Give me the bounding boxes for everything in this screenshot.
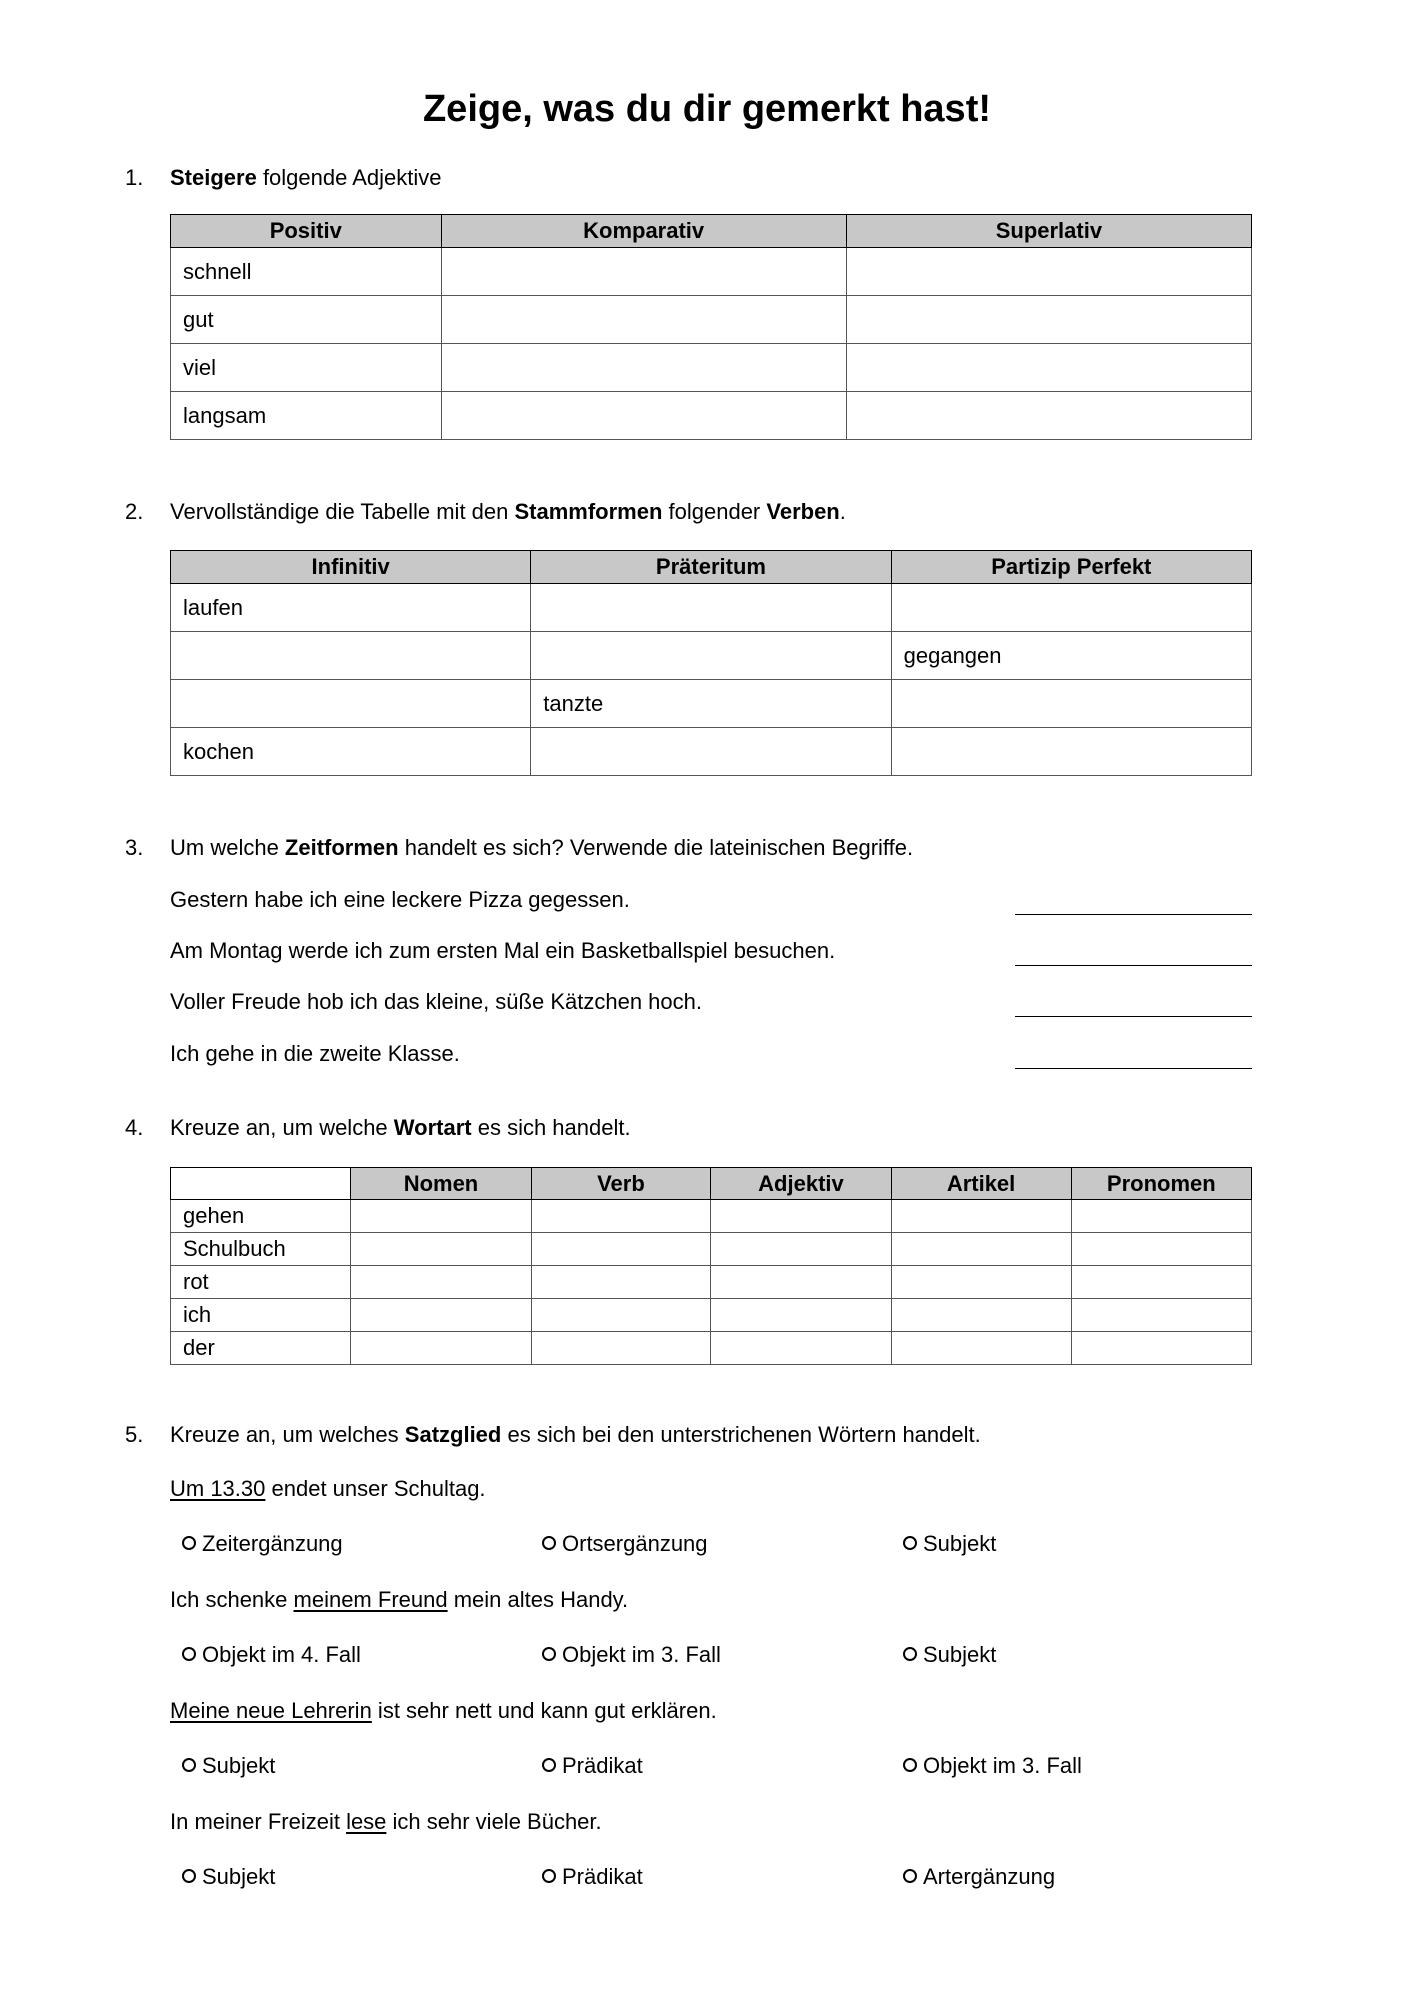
header-pronomen: Pronomen bbox=[1071, 1168, 1251, 1200]
question-number: 4. bbox=[125, 1115, 144, 1140]
satzglied-sentence: Ich schenke meinem Freund mein altes Handy. bbox=[170, 1587, 629, 1612]
radio-circle-icon[interactable] bbox=[182, 1647, 196, 1661]
answer-blank[interactable] bbox=[1015, 1044, 1252, 1069]
answer-cell[interactable] bbox=[891, 680, 1251, 728]
radio-circle-icon[interactable] bbox=[903, 1869, 917, 1883]
question-text: Kreuze an, um welches Satzglied es sich bei den unterstrichenen Wörtern handelt. bbox=[170, 1422, 981, 1447]
question-number: 1. bbox=[125, 165, 144, 190]
word-type-table bbox=[170, 1167, 1252, 1365]
checkbox-cell[interactable] bbox=[1071, 1299, 1251, 1332]
checkbox-cell[interactable] bbox=[531, 1266, 711, 1299]
table-cell: viel bbox=[171, 344, 442, 392]
radio-circle-icon[interactable] bbox=[542, 1536, 556, 1550]
header-artikel: Artikel bbox=[891, 1168, 1071, 1200]
option[interactable]: Ortsergänzung bbox=[542, 1530, 708, 1558]
table-cell: langsam bbox=[171, 392, 442, 440]
checkbox-cell[interactable] bbox=[531, 1233, 711, 1266]
checkbox-cell[interactable] bbox=[711, 1299, 891, 1332]
question-number: 5. bbox=[125, 1422, 144, 1447]
option[interactable]: Objekt im 3. Fall bbox=[903, 1752, 1082, 1780]
header-komparativ: Komparativ bbox=[441, 215, 846, 248]
answer-blank[interactable] bbox=[1015, 890, 1252, 915]
tense-sentence: Gestern habe ich eine leckere Pizza gegessen. bbox=[170, 887, 630, 912]
option[interactable]: Objekt im 3. Fall bbox=[542, 1641, 721, 1669]
radio-circle-icon[interactable] bbox=[542, 1758, 556, 1772]
checkbox-cell[interactable] bbox=[891, 1200, 1071, 1233]
checkbox-cell[interactable] bbox=[531, 1200, 711, 1233]
answer-cell[interactable] bbox=[891, 584, 1251, 632]
answer-cell[interactable] bbox=[531, 728, 891, 776]
radio-circle-icon[interactable] bbox=[542, 1647, 556, 1661]
checkbox-cell[interactable] bbox=[711, 1266, 891, 1299]
page-title: Zeige, was du dir gemerkt hast! bbox=[422, 88, 992, 130]
answer-blank[interactable] bbox=[1015, 992, 1252, 1017]
table-cell: ich bbox=[171, 1299, 351, 1332]
answer-cell[interactable] bbox=[441, 296, 846, 344]
option[interactable]: Prädikat bbox=[542, 1752, 643, 1780]
corner-cell bbox=[171, 1168, 351, 1200]
table-cell: der bbox=[171, 1332, 351, 1365]
comparison-table bbox=[170, 214, 1252, 440]
question-text: Kreuze an, um welche Wortart es sich handelt. bbox=[170, 1115, 631, 1140]
radio-circle-icon[interactable] bbox=[903, 1758, 917, 1772]
header-positiv: Positiv bbox=[171, 215, 442, 248]
radio-circle-icon[interactable] bbox=[182, 1869, 196, 1883]
checkbox-cell[interactable] bbox=[891, 1299, 1071, 1332]
header-superlativ: Superlativ bbox=[846, 215, 1251, 248]
answer-cell[interactable] bbox=[441, 344, 846, 392]
table-cell: gehen bbox=[171, 1200, 351, 1233]
checkbox-cell[interactable] bbox=[891, 1233, 1071, 1266]
option[interactable]: Subjekt bbox=[182, 1752, 275, 1780]
radio-circle-icon[interactable] bbox=[903, 1647, 917, 1661]
header-adjektiv: Adjektiv bbox=[711, 1168, 891, 1200]
option[interactable]: Zeitergänzung bbox=[182, 1530, 343, 1558]
radio-circle-icon[interactable] bbox=[182, 1758, 196, 1772]
option[interactable]: Subjekt bbox=[903, 1530, 996, 1558]
answer-cell[interactable] bbox=[846, 296, 1251, 344]
header-verb: Verb bbox=[531, 1168, 711, 1200]
checkbox-cell[interactable] bbox=[351, 1299, 531, 1332]
underlined-words: Meine neue Lehrerin bbox=[170, 1698, 372, 1723]
answer-cell[interactable] bbox=[171, 632, 531, 680]
checkbox-cell[interactable] bbox=[1071, 1233, 1251, 1266]
checkbox-cell[interactable] bbox=[351, 1233, 531, 1266]
checkbox-cell[interactable] bbox=[1071, 1332, 1251, 1365]
underlined-words: lese bbox=[346, 1809, 387, 1834]
tense-sentence: Am Montag werde ich zum ersten Mal ein Basketballspiel besuchen. bbox=[170, 938, 836, 963]
underlined-words: meinem Freund bbox=[293, 1587, 448, 1612]
answer-cell[interactable] bbox=[531, 584, 891, 632]
header-partizip: Partizip Perfekt bbox=[891, 551, 1251, 584]
checkbox-cell[interactable] bbox=[531, 1299, 711, 1332]
answer-cell[interactable] bbox=[891, 728, 1251, 776]
header-infinitiv: Infinitiv bbox=[171, 551, 531, 584]
checkbox-cell[interactable] bbox=[1071, 1266, 1251, 1299]
tense-sentence: Ich gehe in die zweite Klasse. bbox=[170, 1041, 460, 1066]
checkbox-cell[interactable] bbox=[711, 1233, 891, 1266]
checkbox-cell[interactable] bbox=[351, 1332, 531, 1365]
checkbox-cell[interactable] bbox=[1071, 1200, 1251, 1233]
table-cell: gut bbox=[171, 296, 442, 344]
answer-blank[interactable] bbox=[1015, 941, 1252, 966]
table-cell: laufen bbox=[171, 584, 531, 632]
header-praeteritum: Präteritum bbox=[531, 551, 891, 584]
answer-cell[interactable] bbox=[846, 344, 1251, 392]
radio-circle-icon[interactable] bbox=[903, 1536, 917, 1550]
answer-cell[interactable] bbox=[846, 248, 1251, 296]
question-text: Vervollständige die Tabelle mit den Stammformen folgender Verben. bbox=[170, 499, 846, 524]
question-text: Steigere folgende Adjektive bbox=[170, 165, 442, 190]
satzglied-sentence: Um 13.30 endet unser Schultag. bbox=[170, 1476, 486, 1501]
option[interactable]: Artergänzung bbox=[903, 1863, 1055, 1891]
checkbox-cell[interactable] bbox=[891, 1332, 1071, 1365]
checkbox-cell[interactable] bbox=[351, 1266, 531, 1299]
checkbox-cell[interactable] bbox=[711, 1200, 891, 1233]
table-cell: rot bbox=[171, 1266, 351, 1299]
checkbox-cell[interactable] bbox=[351, 1200, 531, 1233]
table-cell: Schulbuch bbox=[171, 1233, 351, 1266]
answer-cell[interactable] bbox=[846, 392, 1251, 440]
option[interactable]: Prädikat bbox=[542, 1863, 643, 1891]
table-cell: schnell bbox=[171, 248, 442, 296]
satzglied-sentence: Meine neue Lehrerin ist sehr nett und kann gut erklären. bbox=[170, 1698, 717, 1723]
answer-cell[interactable] bbox=[441, 392, 846, 440]
question-number: 2. bbox=[125, 499, 144, 524]
checkbox-cell[interactable] bbox=[711, 1332, 891, 1365]
table-cell: gegangen bbox=[891, 632, 1251, 680]
radio-circle-icon[interactable] bbox=[182, 1536, 196, 1550]
table-cell: tanzte bbox=[531, 680, 891, 728]
table-cell: kochen bbox=[171, 728, 531, 776]
checkbox-cell[interactable] bbox=[891, 1266, 1071, 1299]
question-text: Um welche Zeitformen handelt es sich? Verwende die lateinischen Begriffe. bbox=[170, 835, 914, 860]
option[interactable]: Subjekt bbox=[182, 1863, 275, 1891]
radio-circle-icon[interactable] bbox=[542, 1869, 556, 1883]
answer-cell[interactable] bbox=[441, 248, 846, 296]
tense-sentence: Voller Freude hob ich das kleine, süße Kätzchen hoch. bbox=[170, 989, 702, 1014]
satzglied-sentence: In meiner Freizeit lese ich sehr viele Bücher. bbox=[170, 1809, 602, 1834]
verb-forms-table bbox=[170, 550, 1252, 776]
checkbox-cell[interactable] bbox=[531, 1332, 711, 1365]
underlined-words: Um 13.30 bbox=[170, 1476, 266, 1501]
header-nomen: Nomen bbox=[351, 1168, 531, 1200]
question-number: 3. bbox=[125, 835, 144, 860]
option[interactable]: Subjekt bbox=[903, 1641, 996, 1669]
option[interactable]: Objekt im 4. Fall bbox=[182, 1641, 361, 1669]
answer-cell[interactable] bbox=[531, 632, 891, 680]
answer-cell[interactable] bbox=[171, 680, 531, 728]
